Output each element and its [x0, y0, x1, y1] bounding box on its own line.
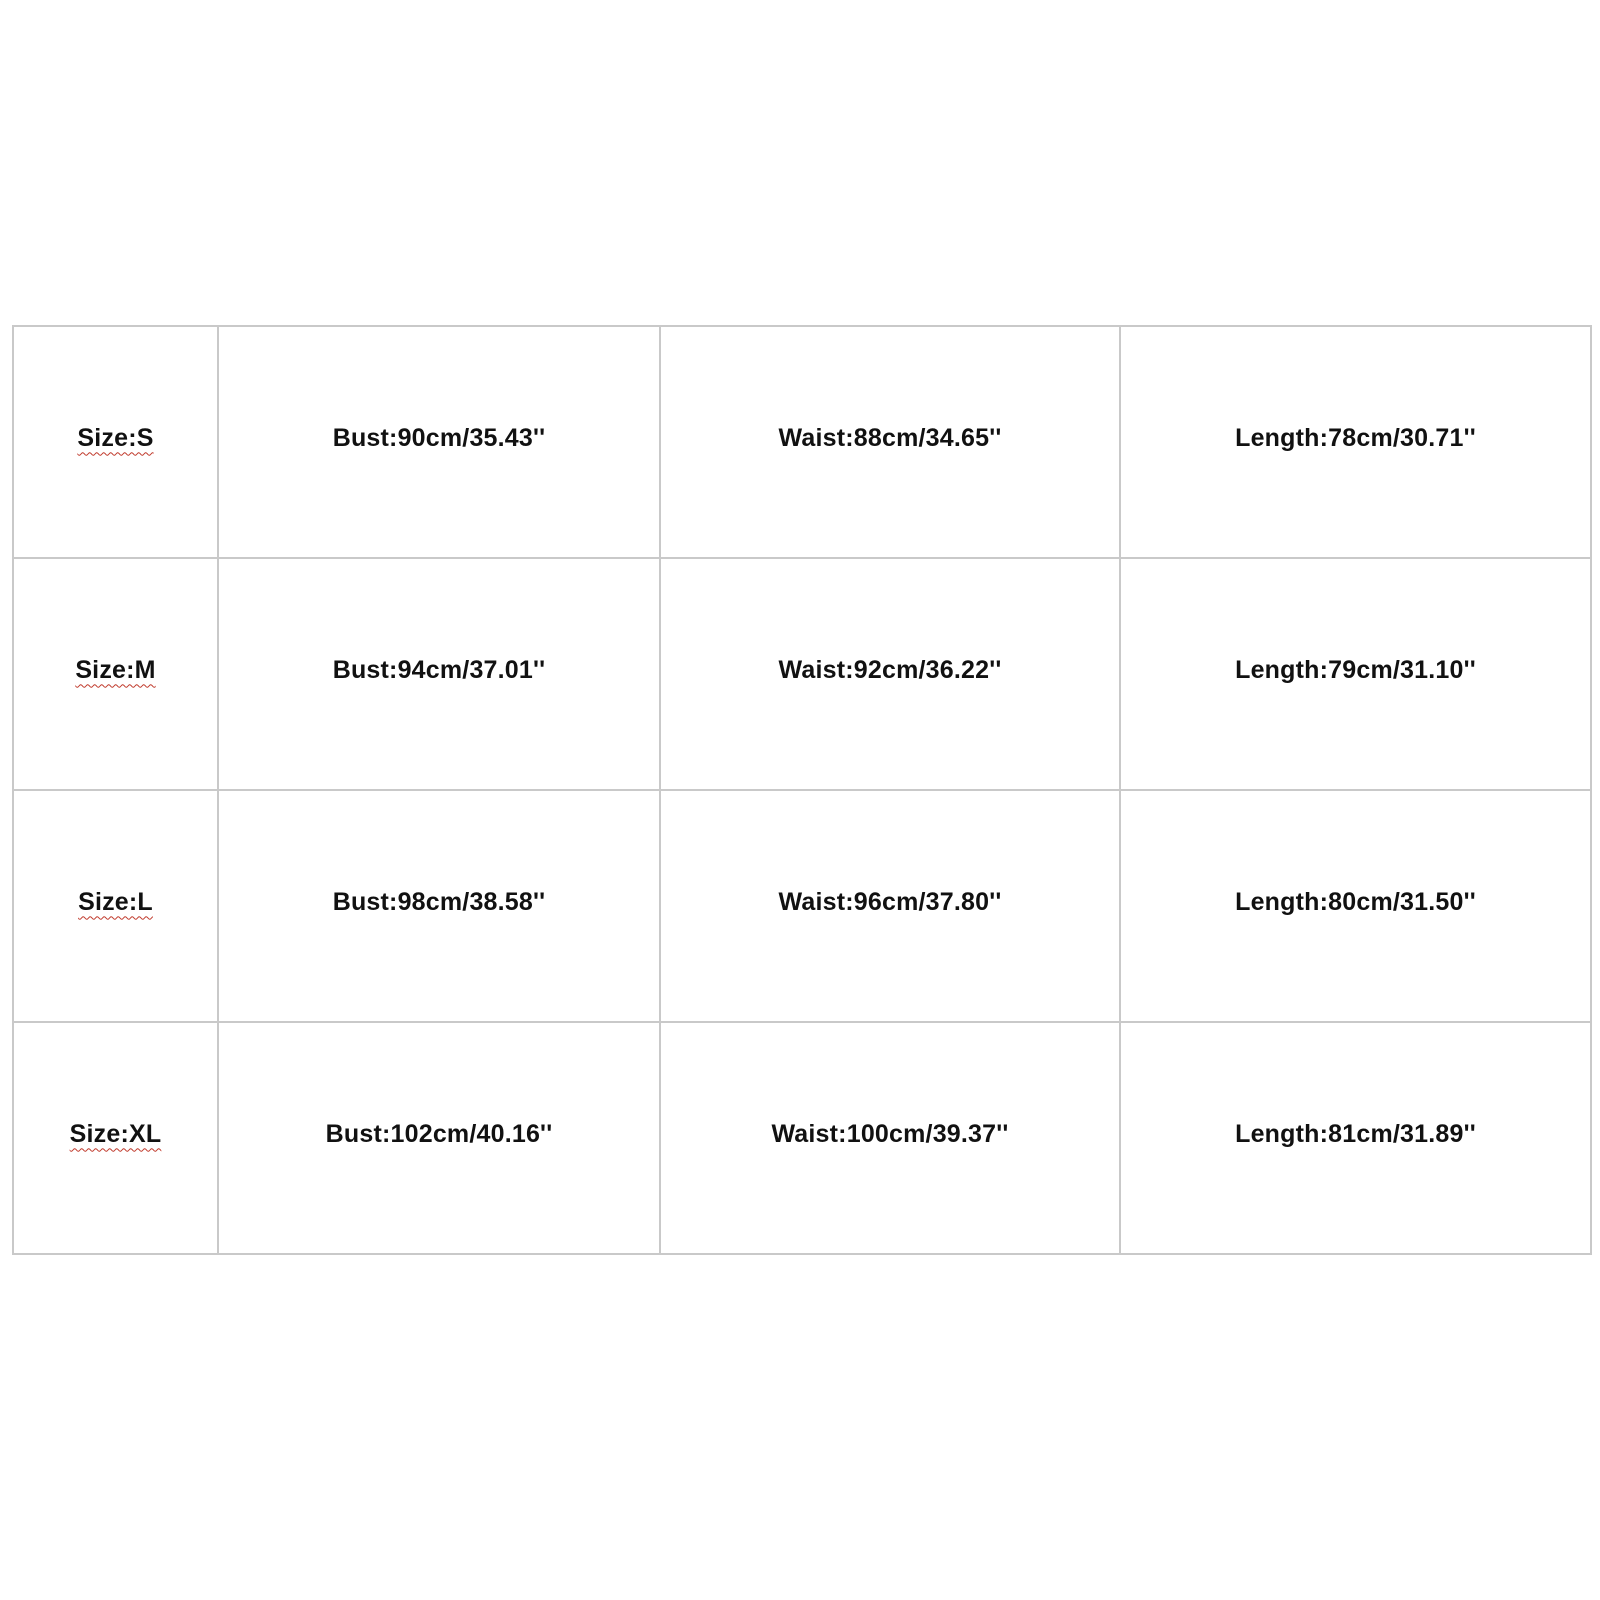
length-value: Length:80cm/31.50''	[1235, 887, 1476, 916]
length-cell	[1120, 558, 1591, 790]
bust-cell	[218, 326, 660, 558]
bust-cell	[218, 790, 660, 1022]
bust-value: Bust:98cm/38.58''	[332, 887, 546, 916]
table-row	[13, 326, 1591, 558]
size-cell	[13, 326, 218, 558]
size-label: Size:L	[78, 887, 153, 916]
bust-cell	[218, 558, 660, 790]
size-chart-table	[12, 325, 1592, 1255]
waist-cell	[660, 326, 1120, 558]
size-cell	[13, 790, 218, 1022]
waist-cell	[660, 790, 1120, 1022]
bust-cell	[218, 1022, 660, 1254]
length-value: Length:79cm/31.10''	[1235, 655, 1476, 684]
length-cell	[1120, 1022, 1591, 1254]
size-cell	[13, 1022, 218, 1254]
table-row	[13, 1022, 1591, 1254]
size-label: Size:S	[77, 423, 154, 452]
waist-value: Waist:88cm/34.65''	[778, 423, 1002, 452]
size-label: Size:XL	[69, 1119, 162, 1148]
table-row	[13, 790, 1591, 1022]
bust-value: Bust:102cm/40.16''	[325, 1119, 553, 1148]
length-cell	[1120, 326, 1591, 558]
waist-value: Waist:100cm/39.37''	[771, 1119, 1009, 1148]
size-label: Size:M	[75, 655, 156, 684]
length-cell	[1120, 790, 1591, 1022]
length-value: Length:78cm/30.71''	[1235, 423, 1476, 452]
length-value: Length:81cm/31.89''	[1235, 1119, 1476, 1148]
bust-value: Bust:94cm/37.01''	[332, 655, 546, 684]
size-cell	[13, 558, 218, 790]
waist-cell	[660, 558, 1120, 790]
waist-value: Waist:92cm/36.22''	[778, 655, 1002, 684]
table-row	[13, 558, 1591, 790]
waist-value: Waist:96cm/37.80''	[778, 887, 1002, 916]
bust-value: Bust:90cm/35.43''	[332, 423, 546, 452]
waist-cell	[660, 1022, 1120, 1254]
